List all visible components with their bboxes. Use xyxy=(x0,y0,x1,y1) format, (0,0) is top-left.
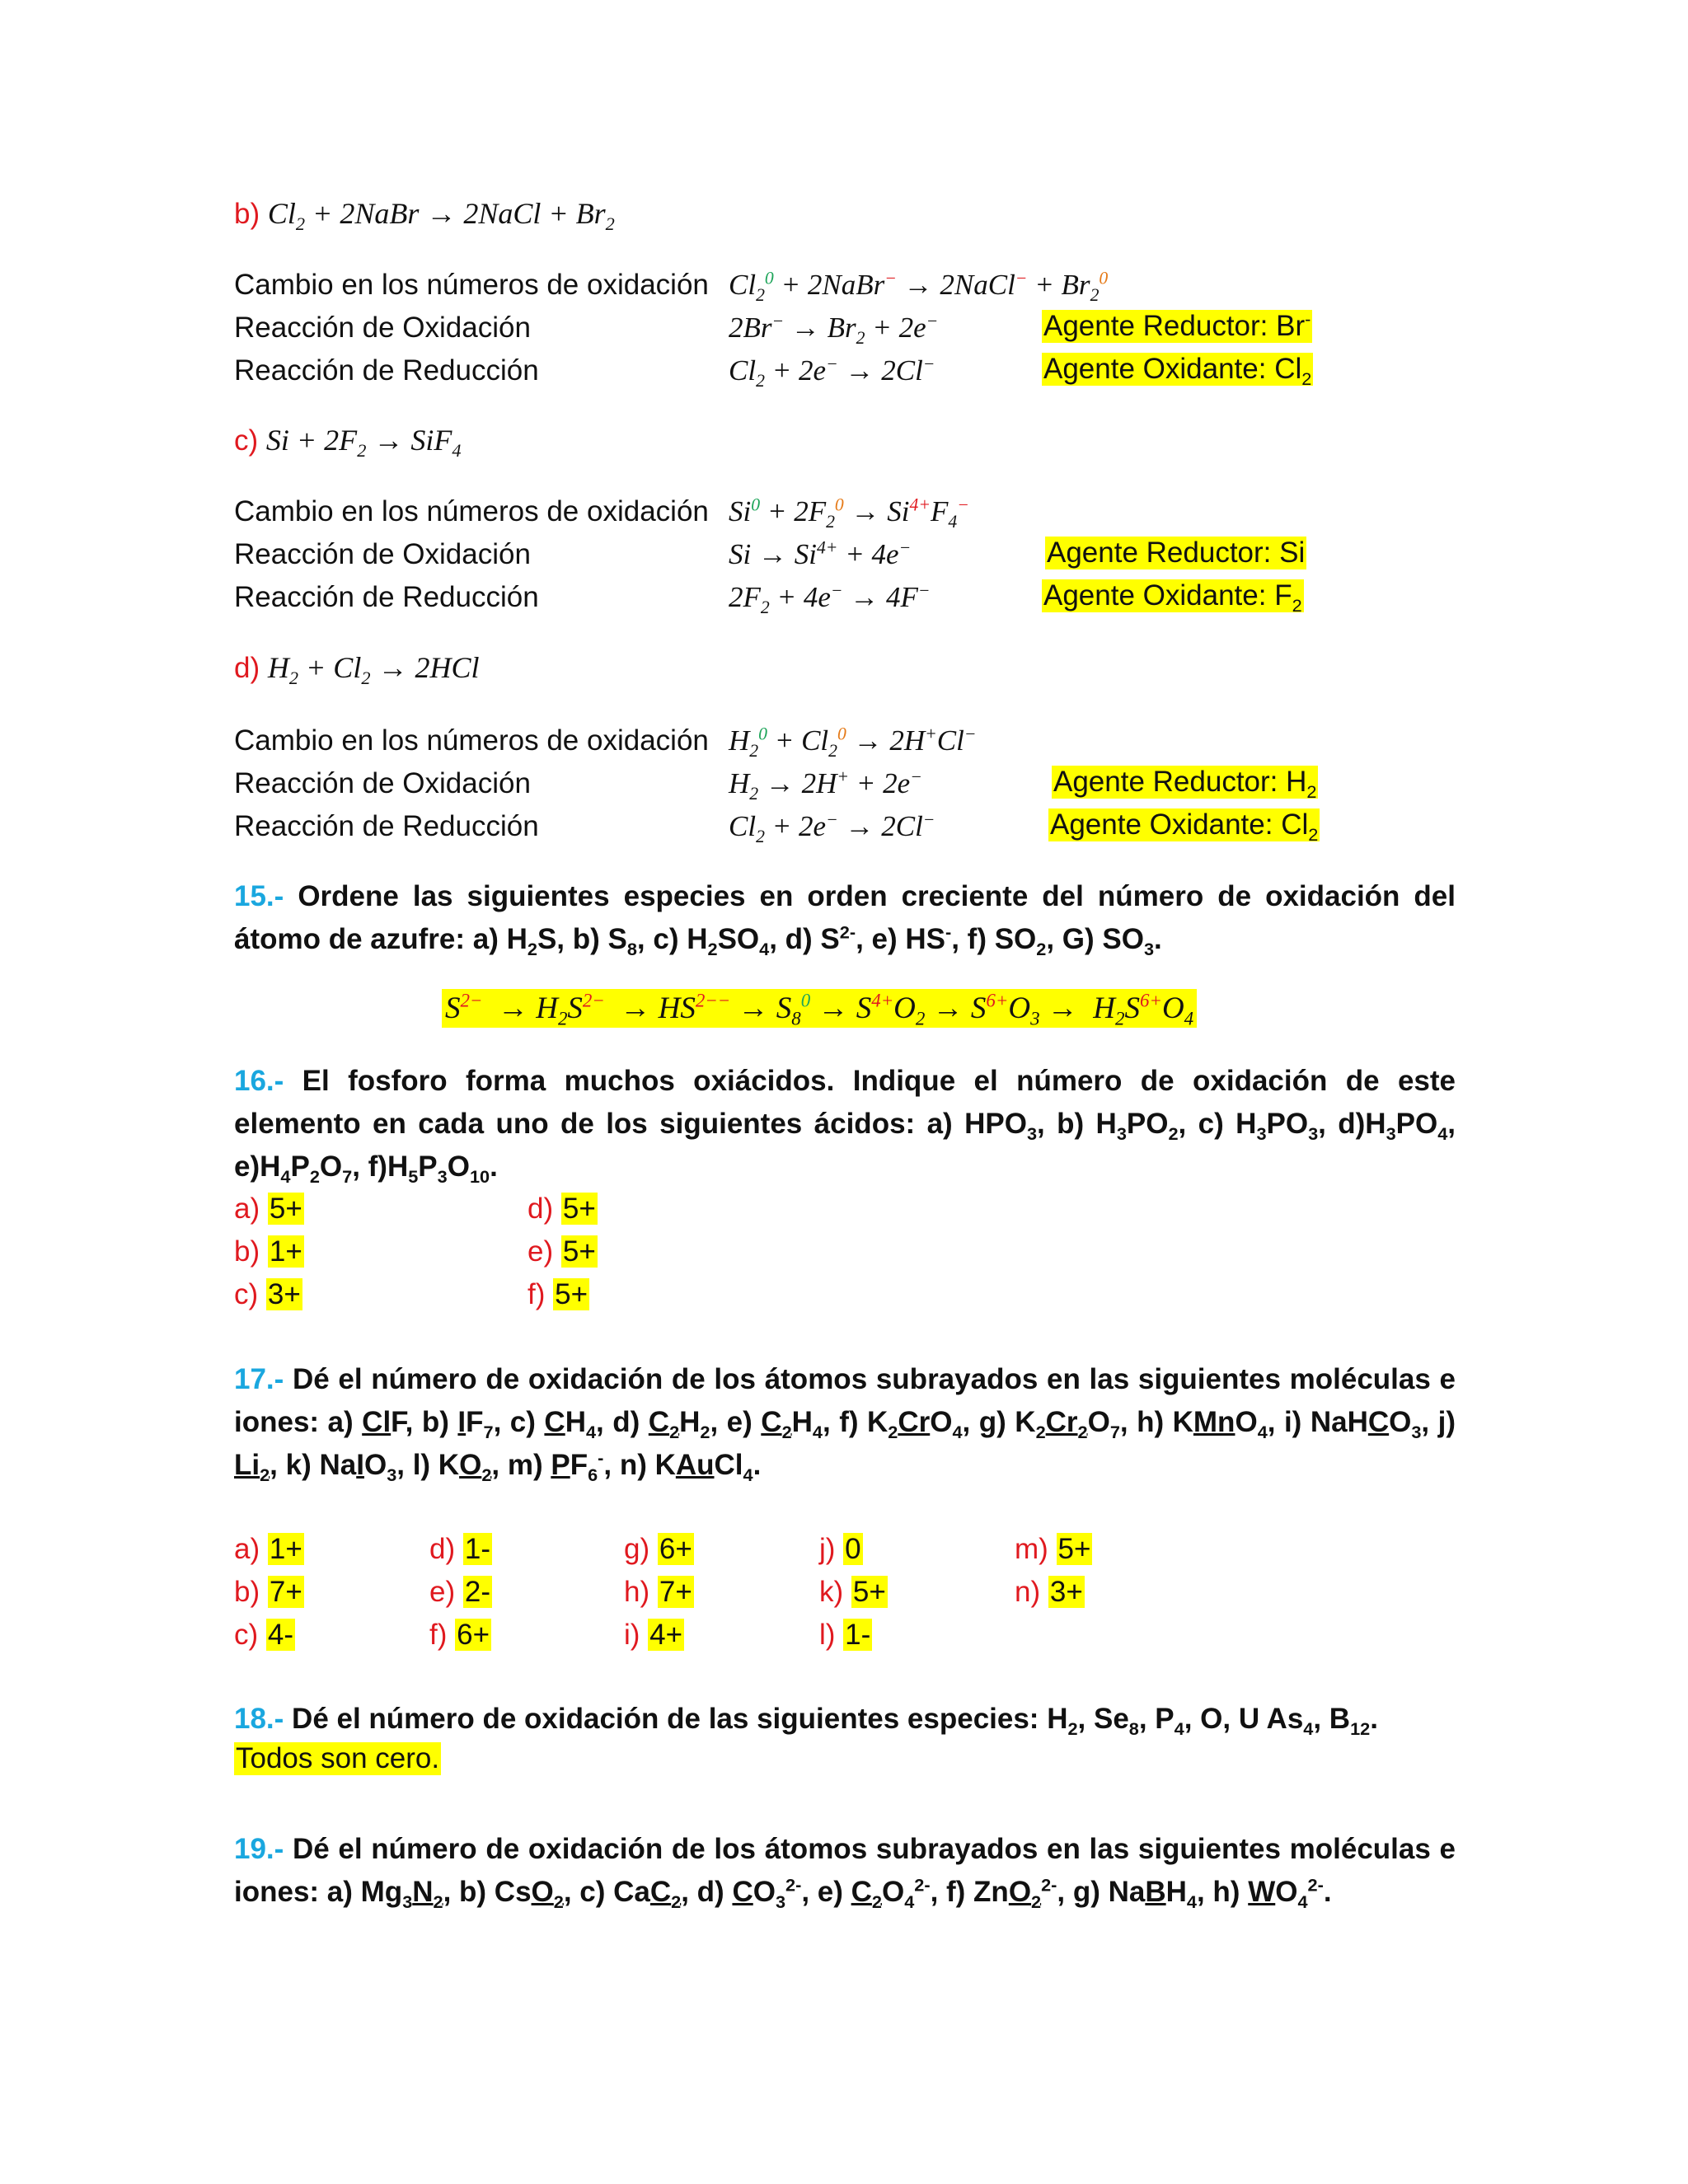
part-d-agent-oxidante: Agente Oxidante: $Cl_2$ xyxy=(1050,808,1319,845)
question-19-number: 19.- xyxy=(234,1833,284,1865)
part-d-oxidation-eq: $H_2 \to 2H^+ + 2e^-$ xyxy=(729,766,922,804)
question-18-number: 18.- xyxy=(234,1703,284,1735)
row-label-change: Cambio en los números de oxidación xyxy=(234,269,709,301)
part-d-equation: $H_2 + Cl_2 \to 2HCl$ xyxy=(267,651,480,689)
q16-answer-e: e) 5+ xyxy=(528,1235,596,1268)
row-label-oxidation: Reacción de Oxidación xyxy=(234,312,531,344)
question-17-number: 17.- xyxy=(234,1363,284,1395)
part-b-change-eq: $Cl_2^0$ + 2NaBr− → 2NaCl− + $Br_2^0$ xyxy=(729,268,1109,305)
q17-answer-e: e) 2- xyxy=(429,1576,490,1608)
question-15-answer: $S^{2-} \to H_2S^{2-} \to HS^{2--} \to S_8^0 \to S^{4+}O_2 \to S^{6+}O_3 \to H_2S^{6+}O_4$ xyxy=(442,989,1197,1028)
part-c-oxidation-eq: $Si \to Si^{4+} + 4e^-$ xyxy=(729,537,912,570)
part-b-letter: b) xyxy=(234,198,260,230)
q17-answer-i: i) 4+ xyxy=(624,1619,683,1651)
q17-answer-a: a) 1+ xyxy=(234,1533,302,1565)
row-label-reduction: Reacción de Reducción xyxy=(234,810,539,842)
part-d-change-eq: $H_2^0 + Cl_2^0 \to 2H^+Cl^-$ xyxy=(729,724,977,761)
part-c-reduction-eq: $2F_2 + 4e^- \to 4F^-$ xyxy=(729,580,931,617)
part-d-letter: d) xyxy=(234,652,260,684)
q16-answer-a: a) 5+ xyxy=(234,1193,302,1225)
part-c-letter: c) xyxy=(234,424,259,457)
question-16-number: 16.- xyxy=(234,1065,284,1097)
q17-answer-j: j) 0 xyxy=(819,1533,861,1565)
q17-answer-d: d) 1- xyxy=(429,1533,490,1565)
question-18-answer: Todos son cero. xyxy=(236,1742,440,1774)
q17-answer-f: f) 6+ xyxy=(429,1619,490,1651)
question-16: 16.- El fosforo forma muchos oxiácidos. Indique el número de oxidación de este elemento en cada uno de los siguientes ácidos: a) $HPO_3$, b) $H_3PO_2$, c) $H_3PO_3$, $d)H_3PO_4$, $e)H_4P_2O_7$, $f)H_5P_3O_{10}$. xyxy=(234,1065,1456,1187)
q17-answer-m: m) 5+ xyxy=(1015,1533,1091,1565)
row-label-reduction: Reacción de Reducción xyxy=(234,581,539,613)
part-b-oxidation-eq: $2Br^- \to Br_2 + 2e^-$ xyxy=(729,311,939,348)
question-15-number: 15.- xyxy=(234,880,284,912)
q17-answer-g: g) 6+ xyxy=(624,1533,692,1565)
question-19: 19.- Dé el número de oxidación de los átomos subrayados en las siguientes moléculas e iones: a) $Mg_3N_2$, b) CsO$_2$, c) CaC$_2$, d) $CO_3^{2-}$, e) $C_2O_4^{2-}$, f) ZnO$_2^{2-}$, g) NaBH$_4$, h) $WO_4^{2-}$. xyxy=(234,1833,1456,1912)
part-c-equation: $Si + 2F_2 \to SiF_4$ xyxy=(265,424,462,462)
q17-answer-n: n) 3+ xyxy=(1015,1576,1083,1608)
q17-answer-c: c) 4- xyxy=(234,1619,294,1651)
question-17: 17.- Dé el número de oxidación de los átomos subrayados en las siguientes moléculas e iones: a) ClF, b) $IF_7$, c) $CH_4$, d) $C_2H_2$, e) $C_2H_4$, f) $K_2CrO_4$, g) $K_2Cr_2O_7$, h) KMnO$_4$, i) NaHCO$_3$, j) $Li_2$, k) NaIO$_3$, l) $KO_2$, m) $PF_6^-$, n) KAuCl$_4$. xyxy=(234,1363,1456,1485)
q16-answer-f: f) 5+ xyxy=(528,1278,588,1310)
row-label-oxidation: Reacción de Oxidación xyxy=(234,538,531,570)
row-label-oxidation: Reacción de Oxidación xyxy=(234,767,531,799)
q17-answer-b: b) 7+ xyxy=(234,1576,302,1608)
q17-answer-k: k) 5+ xyxy=(819,1576,886,1608)
part-b-reduction-eq: $Cl_2 + 2e^- \to 2Cl^-$ xyxy=(729,354,935,391)
part-b-agent-reductor: Agente Reductor: Br- xyxy=(1043,308,1311,342)
q17-answer-l: l) 1- xyxy=(819,1619,871,1651)
q16-answer-b: b) 1+ xyxy=(234,1235,302,1268)
part-b-equation: $Cl_2$ + 2NaBr → 2NaCl + $Br_2$ xyxy=(267,197,615,235)
part-d-agent-reductor: Agente Reductor: $H_2$ xyxy=(1053,766,1317,802)
part-d-reduction-eq: $Cl_2 + 2e^- \to 2Cl^-$ xyxy=(729,809,935,846)
question-18: 18.- Dé el número de oxidación de las siguientes especies: $H_2$, $Se_8$, $P_4$, O, U $As_4$, $B_{12}$. xyxy=(234,1703,1378,1739)
part-b-heading xyxy=(234,196,615,235)
q16-answer-c: c) 3+ xyxy=(234,1278,301,1310)
part-c-change-eq: $Si^0 + 2F_2^0 \to Si^{4+}F_4^-$ xyxy=(729,494,969,532)
part-d-heading xyxy=(234,650,480,689)
q16-answer-d: d) 5+ xyxy=(528,1193,596,1225)
part-b-agent-oxidante: Agente Oxidante: $Cl_2$ xyxy=(1043,353,1312,389)
question-15: 15.- Ordene las siguientes especies en orden creciente del número de oxidación del átomo de azufre: a) $H_2S$, b) $S_8$, c) $H_2SO_4$, d) $S^{2-}$, e) HS-, f) $SO_2$, G) $SO_3$. xyxy=(234,880,1456,959)
row-label-change: Cambio en los números de oxidación xyxy=(234,495,709,527)
q17-answer-h: h) 7+ xyxy=(624,1576,692,1608)
row-label-reduction: Reacción de Reducción xyxy=(234,354,539,387)
part-c-heading xyxy=(234,423,462,462)
row-label-change: Cambio en los números de oxidación xyxy=(234,724,709,757)
part-c-agent-oxidante: Agente Oxidante: $F_2$ xyxy=(1043,579,1302,616)
part-c-agent-reductor: Agente Reductor: Si xyxy=(1047,537,1306,569)
